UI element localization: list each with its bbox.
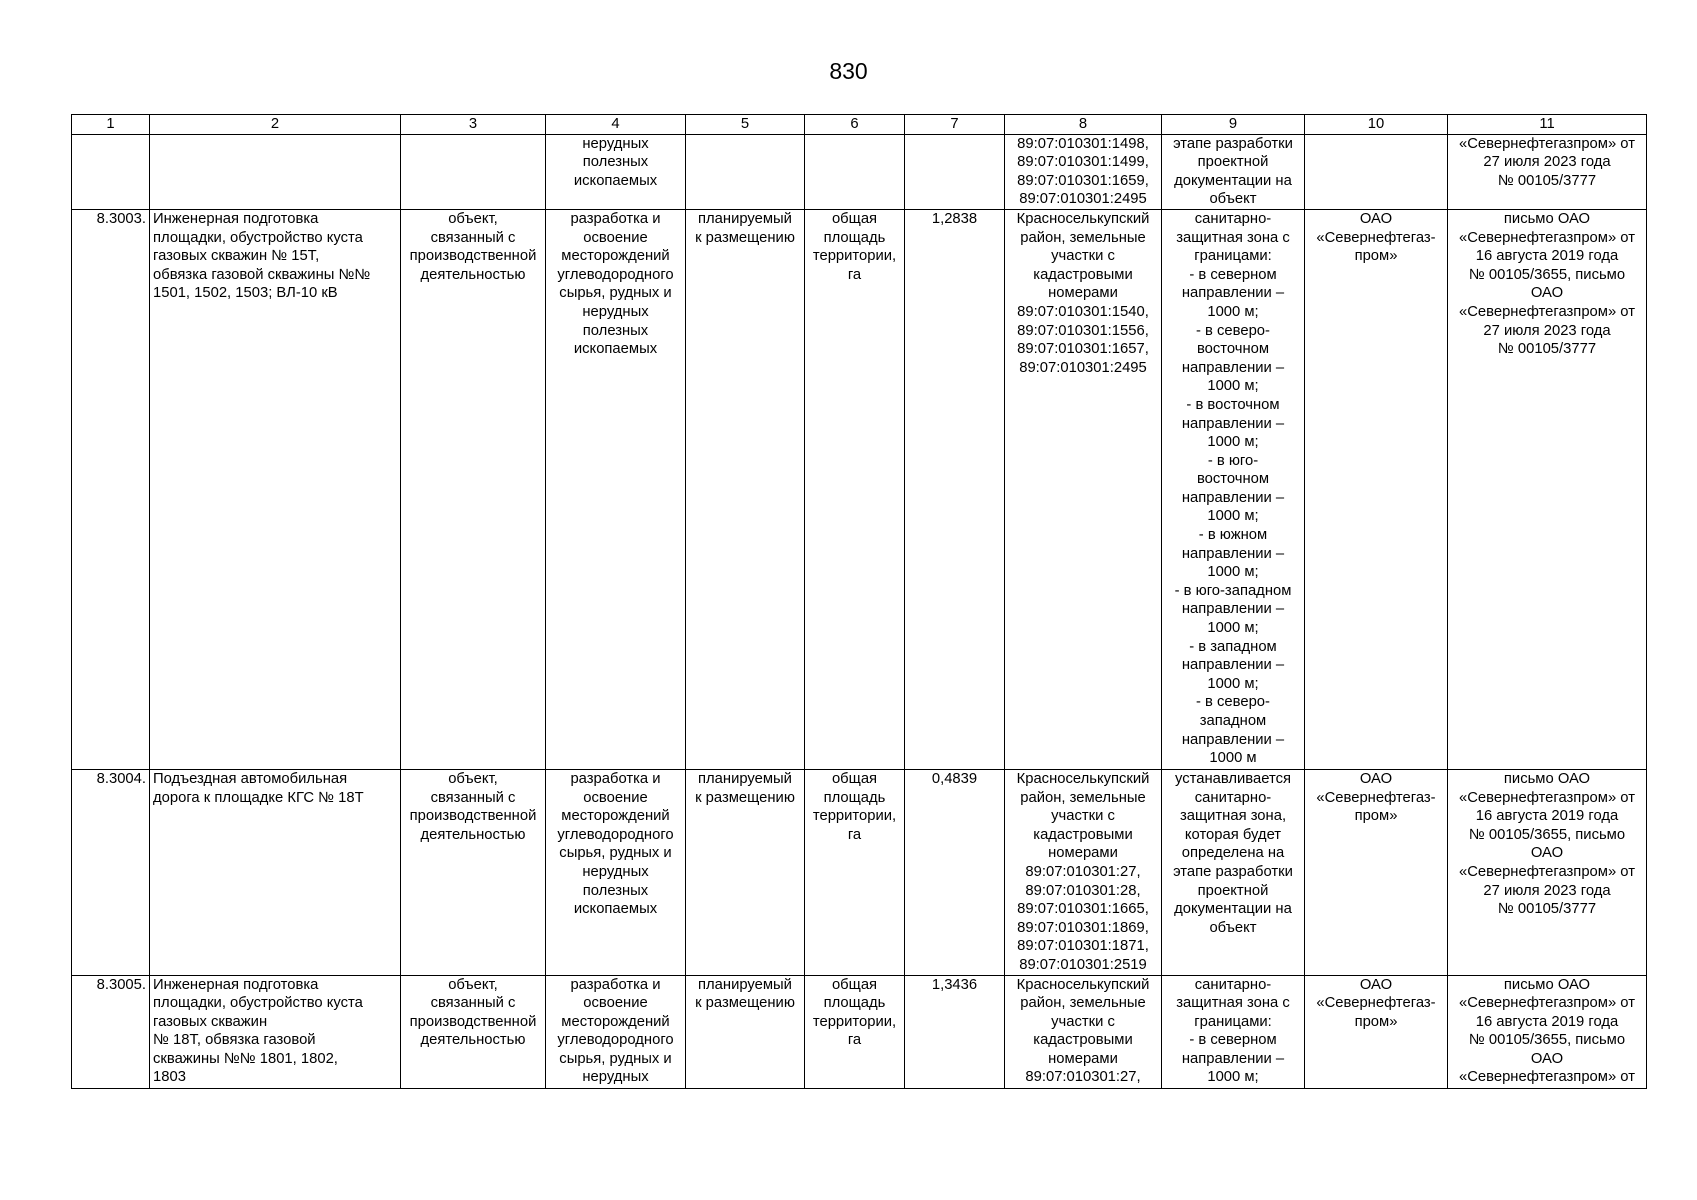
table-row	[72, 209, 1647, 769]
column-number: 7	[905, 115, 1005, 135]
row-number	[72, 134, 150, 209]
protection-zone: санитарно- защитная зона с границами: - в северном направлении – 1000 м; - в северо- восточном направлении – 1000 м; - в восточном направлении – 1000 м; - в юго- восточном направлении – 1000 м; - в южном направлении – 1000 м; - в юго-западном направлении – 1000 м; - в западном направлении – 1000 м; - в северо- западном направлении – 1000 м	[1162, 209, 1305, 769]
object-purpose: нерудных полезных ископаемых	[546, 134, 686, 209]
column-number: 3	[401, 115, 546, 135]
column-number-row	[72, 115, 1647, 135]
object-type: объект, связанный с производственной деятельностью	[401, 975, 546, 1088]
object-location: Красноселькупский район, земельные участки с кадастровыми номерами 89:07:010301:1540, 89:07:010301:1556, 89:07:010301:1657, 89:07:010301:2495	[1005, 209, 1162, 769]
table-row	[72, 769, 1647, 975]
object-location: Красноселькупский район, земельные участки с кадастровыми номерами 89:07:010301:27,	[1005, 975, 1162, 1088]
object-status: планируемый к размещению	[686, 769, 805, 975]
row-number: 8.3005.	[72, 975, 150, 1088]
basis-document: письмо ОАО «Севернефтегазпром» от 16 августа 2019 года № 00105/3655, письмо ОАО «Севернефтегазпром» от 27 июля 2023 года № 00105/3777	[1448, 769, 1647, 975]
object-location: Красноселькупский район, земельные участки с кадастровыми номерами 89:07:010301:27, 89:07:010301:28, 89:07:010301:1665, 89:07:010301:1869, 89:07:010301:1871, 89:07:010301:2519	[1005, 769, 1162, 975]
object-name	[150, 134, 401, 209]
object-name: Инженерная подготовка площадки, обустройство куста газовых скважин № 15Т, обвязка газовой скважины №№ 1501, 1502, 1503; ВЛ-10 кВ	[150, 209, 401, 769]
parameter-value	[905, 134, 1005, 209]
parameter-value: 0,4839	[905, 769, 1005, 975]
object-owner	[1305, 134, 1448, 209]
page-number: 830	[829, 58, 868, 84]
object-name: Подъездная автомобильная дорога к площадке КГС № 18Т	[150, 769, 401, 975]
column-number: 5	[686, 115, 805, 135]
basis-document: письмо ОАО «Севернефтегазпром» от 16 августа 2019 года № 00105/3655, письмо ОАО «Севернефтегазпром» от	[1448, 975, 1647, 1088]
column-number: 1	[72, 115, 150, 135]
parameter-value: 1,2838	[905, 209, 1005, 769]
table-row	[72, 975, 1647, 1088]
object-status	[686, 134, 805, 209]
object-type: объект, связанный с производственной деятельностью	[401, 209, 546, 769]
table-row	[72, 134, 1647, 209]
object-type	[401, 134, 546, 209]
protection-zone: санитарно- защитная зона с границами: - в северном направлении – 1000 м;	[1162, 975, 1305, 1088]
column-number: 4	[546, 115, 686, 135]
column-number: 6	[805, 115, 905, 135]
object-purpose: разработка и освоение месторождений углеводородного сырья, рудных и нерудных полезных ископаемых	[546, 209, 686, 769]
object-owner: ОАО «Севернефтегаз- пром»	[1305, 769, 1448, 975]
column-number: 11	[1448, 115, 1647, 135]
column-number: 10	[1305, 115, 1448, 135]
column-number: 8	[1005, 115, 1162, 135]
row-number: 8.3004.	[72, 769, 150, 975]
object-location: 89:07:010301:1498, 89:07:010301:1499, 89:07:010301:1659, 89:07:010301:2495	[1005, 134, 1162, 209]
object-parameter: общая площадь территории, га	[805, 769, 905, 975]
parameter-value: 1,3436	[905, 975, 1005, 1088]
object-name: Инженерная подготовка площадки, обустройство куста газовых скважин № 18Т, обвязка газовой скважины №№ 1801, 1802, 1803	[150, 975, 401, 1088]
basis-document: письмо ОАО «Севернефтегазпром» от 16 августа 2019 года № 00105/3655, письмо ОАО «Севернефтегазпром» от 27 июля 2023 года № 00105/3777	[1448, 209, 1647, 769]
object-parameter	[805, 134, 905, 209]
object-owner: ОАО «Севернефтегаз- пром»	[1305, 975, 1448, 1088]
object-status: планируемый к размещению	[686, 209, 805, 769]
protection-zone: устанавливается санитарно- защитная зона, которая будет определена на этапе разработки проектной документации на объект	[1162, 769, 1305, 975]
object-purpose: разработка и освоение месторождений углеводородного сырья, рудных и нерудных	[546, 975, 686, 1088]
protection-zone: этапе разработки проектной документации на объект	[1162, 134, 1305, 209]
object-type: объект, связанный с производственной деятельностью	[401, 769, 546, 975]
column-number: 9	[1162, 115, 1305, 135]
document-table	[71, 114, 1647, 1089]
basis-document: «Севернефтегазпром» от 27 июля 2023 года № 00105/3777	[1448, 134, 1647, 209]
column-number: 2	[150, 115, 401, 135]
object-parameter: общая площадь территории, га	[805, 975, 905, 1088]
object-parameter: общая площадь территории, га	[805, 209, 905, 769]
object-purpose: разработка и освоение месторождений углеводородного сырья, рудных и нерудных полезных ископаемых	[546, 769, 686, 975]
object-owner: ОАО «Севернефтегаз- пром»	[1305, 209, 1448, 769]
row-number: 8.3003.	[72, 209, 150, 769]
object-status: планируемый к размещению	[686, 975, 805, 1088]
